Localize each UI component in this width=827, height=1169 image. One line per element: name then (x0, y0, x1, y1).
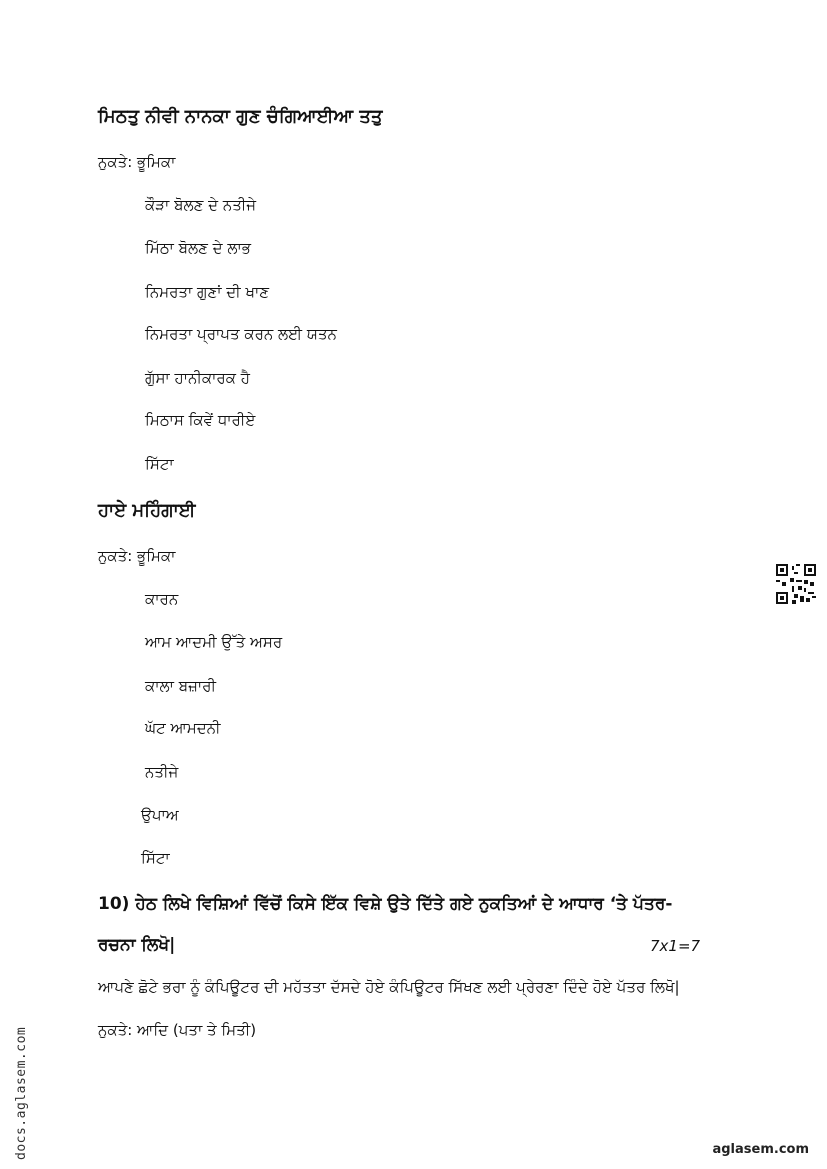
essay2-point: ਘੱਟ ਆਮਦਨੀ (145, 719, 221, 737)
essay2-point: ਉਪਾਅ (141, 806, 179, 824)
essay2-point: ਆਮ ਆਦਮੀ ਉੱਤੇ ਅਸਰ (145, 633, 283, 651)
essay1-point: ਨਿਮਰਤਾ ਪ੍ਰਾਪਤ ਕਰਨ ਲਈ ਯਤਨ (145, 325, 337, 343)
essay2-point: ਨਤੀਜੇ (145, 763, 179, 781)
essay1-point: ਕੌੜਾ ਬੋਲਣ ਦੇ ਨਤੀਜੇ (145, 196, 257, 214)
essay2-point: ਕਾਲਾ ਬਜ਼ਾਰੀ (145, 677, 216, 695)
essay1-point: ਮਿੱਠਾ ਬੋਲਣ ਦੇ ਲਾਭ (145, 239, 251, 257)
letter-points: ਨੁਕਤੇ: ਆਦਿ (ਪਤਾ ਤੇ ਮਿਤੀ) (98, 1021, 257, 1039)
essay1-point: ਸਿੱਟਾ (145, 455, 174, 473)
essay2-point: ਕਾਰਨ (145, 590, 179, 608)
bottom-right-watermark: aglasem.com (712, 1142, 809, 1157)
letter-topic: ਆਪਣੇ ਛੋਟੇ ਭਰਾ ਨੂੰ ਕੰਪਿਊਟਰ ਦੀ ਮਹੱਤਤਾ ਦੱਸਦੇ ਹੋਏ ਕੰਪਿਊਟਰ ਸਿੱਖਣ ਲਈ ਪ੍ਰੇਰਣਾ ਦਿੰਦੇ ਹੋਏ ਪੱਤਰ ਲਿਖੋ| (98, 978, 680, 996)
essay1-points-label: ਨੁਕਤੇ: ਭੂਮਿਕਾ (98, 153, 176, 171)
essay1-point: ਮਿਠਾਸ ਕਿਵੇਂ ਧਾਰੀਏ (145, 411, 256, 429)
essay2-point: ਸਿੱਟਾ (141, 849, 170, 867)
essay1-point: ਗੁੱਸਾ ਹਾਨੀਕਾਰਕ ਹੈ (145, 369, 250, 387)
essay1-point: ਨਿਮਰਤਾ ਗੁਣਾਂ ਦੀ ਖਾਣ (145, 283, 270, 301)
side-watermark: docs.aglasem.com (14, 1026, 29, 1160)
qr-code-icon (776, 564, 816, 604)
question10-line1: 10) ਹੇਠ ਲਿਖੇ ਵਿਸ਼ਿਆਂ ਵਿੱਚੋਂ ਕਿਸੇ ਇੱਕ ਵਿਸ਼ੇ ਉਤੇ ਦਿੱਤੇ ਗਏ ਨੁਕਤਿਆਂ ਦੇ ਆਧਾਰ ‘ਤੇ ਪੱਤਰ- (98, 894, 673, 914)
question10-marks: 7x1=7 (650, 937, 701, 955)
question10-line2: ਰਚਨਾ ਲਿਖੋ| (98, 935, 176, 955)
essay2-title: ਹਾਏ ਮਹਿੰਗਾਈ (98, 500, 196, 521)
essay1-title: ਮਿਠਤੁ ਨੀਵੀ ਨਾਨਕਾ ਗੁਣ ਚੰਗਿਆਈਆ ਤਤੁ (98, 106, 383, 127)
essay2-points-label: ਨੁਕਤੇ: ਭੂਮਿਕਾ (98, 547, 176, 565)
